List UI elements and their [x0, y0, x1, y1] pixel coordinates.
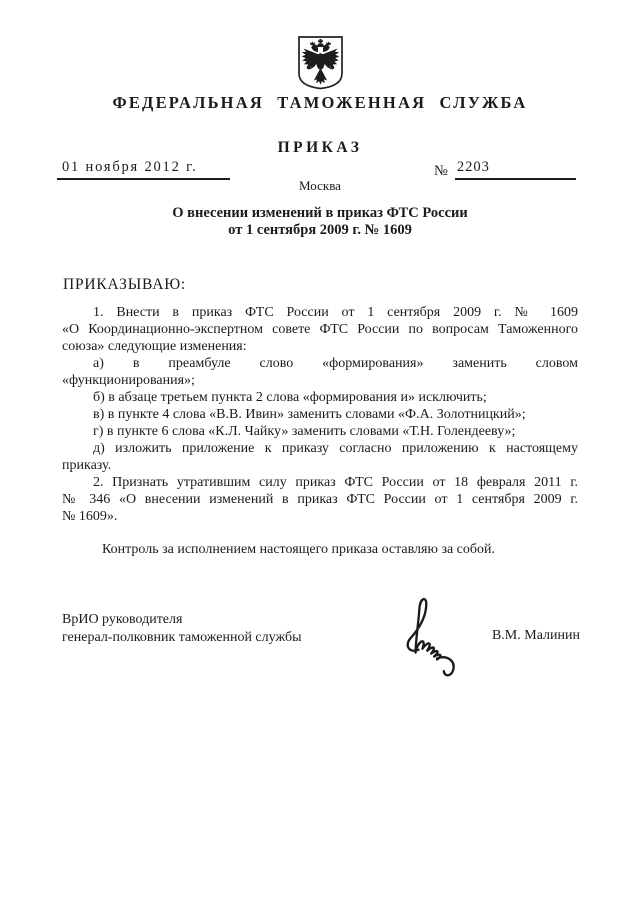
- number-value: 2203: [455, 159, 576, 180]
- order-subitem-v: [62, 406, 578, 423]
- title-line-1: О внесении изменений в приказ ФТС России: [172, 205, 468, 221]
- decree-word: ПРИКАЗЫВАЮ:: [63, 276, 187, 293]
- document-type-heading: ПРИКАЗ: [277, 139, 363, 156]
- text-line: а) в преамбуле слово «формирования» заменить словом: [93, 356, 578, 371]
- text-line: союза» следующие изменения:: [62, 339, 247, 354]
- text-line: «О Координационно-экспертном совете ФТС России по вопросам Таможенного: [62, 322, 578, 337]
- text-line: 1. Внести в приказ ФТС России от 1 сентября 2009 г. № 1609: [93, 305, 578, 320]
- signer-position: [62, 611, 301, 647]
- control-paragraph: [62, 541, 578, 558]
- signer-position-line-1: ВрИО руководителя: [62, 612, 183, 627]
- text-line: д) изложить приложение к приказу согласно приложению к настоящему: [93, 441, 578, 456]
- signer-name: В.М. Малинин: [491, 628, 580, 643]
- city-label: Москва: [299, 178, 341, 193]
- order-subitem-g: [62, 423, 578, 440]
- document-number: [434, 159, 576, 180]
- text-line: г) в пункте 6 слова «К.Л. Чайку» заменить словами «Т.Н. Голендееву»;: [93, 424, 516, 439]
- organization-name: ФЕДЕРАЛЬНАЯ ТАМОЖЕННАЯ СЛУЖБА: [112, 93, 528, 112]
- handwritten-signature-icon: [398, 594, 476, 682]
- russia-coat-of-arms-icon: [297, 35, 344, 90]
- text-line: приказу.: [62, 458, 112, 473]
- text-line: «функционирования»;: [62, 373, 195, 388]
- number-sign: №: [434, 163, 448, 179]
- text-line: в) в пункте 4 слова «В.В. Ивин» заменить словами «Ф.А. Золотницкий»;: [93, 407, 526, 422]
- text-line: Контроль за исполнением настоящего приказа оставляю за собой.: [102, 542, 496, 557]
- text-line: 2. Признать утратившим силу приказ ФТС России от 18 февраля 2011 г.: [93, 475, 578, 490]
- text-line: б) в абзаце третьем пункта 2 слова «формирования и» исключить;: [93, 390, 487, 405]
- document-title: [0, 205, 640, 239]
- order-paragraph-2: [62, 474, 578, 525]
- text-line: № 346 «О внесении изменений в приказ ФТС России от 1 сентября 2009 г.: [62, 492, 578, 507]
- text-line: № 1609».: [62, 509, 118, 524]
- document-body: [62, 304, 578, 558]
- title-line-2: от 1 сентября 2009 г. № 1609: [228, 222, 412, 238]
- order-paragraph-1: [62, 304, 578, 355]
- order-subitem-a: [62, 355, 578, 389]
- order-subitem-b: [62, 389, 578, 406]
- order-subitem-d: [62, 440, 578, 474]
- signer-position-line-2: генерал-полковник таможенной службы: [62, 630, 302, 645]
- document-date: 01 ноября 2012 г.: [57, 159, 230, 180]
